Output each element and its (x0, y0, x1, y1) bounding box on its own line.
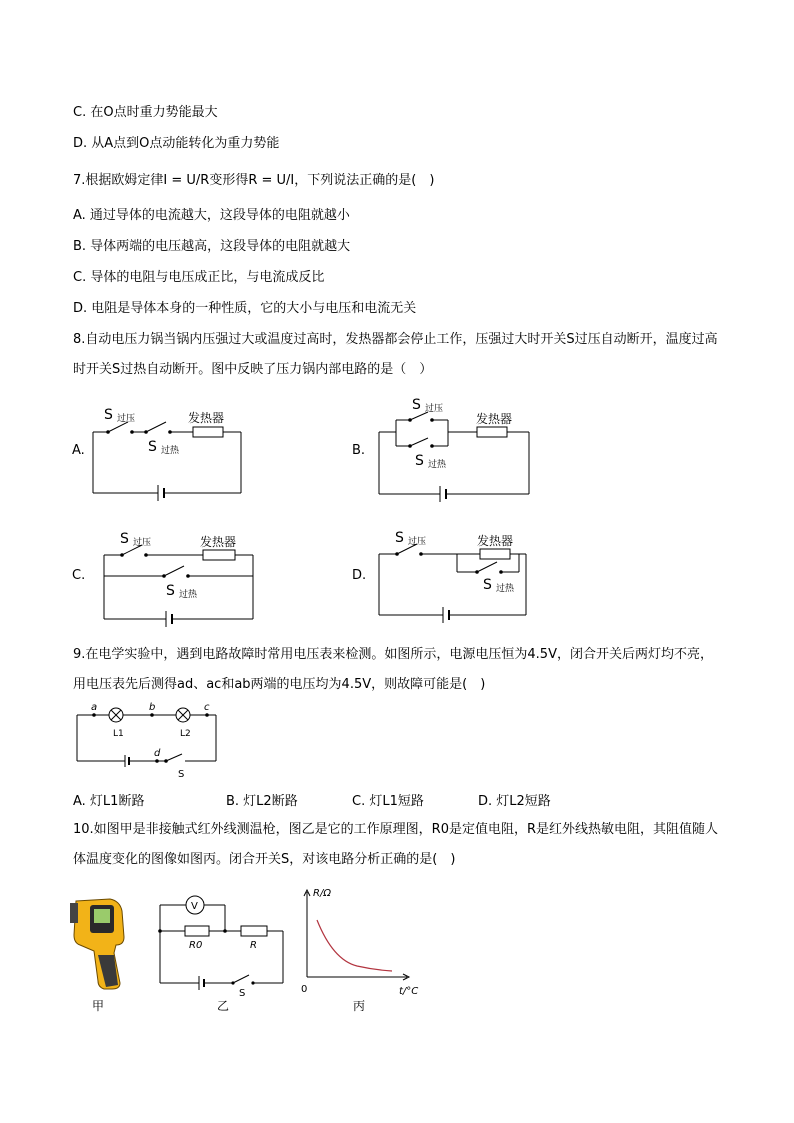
q9-stem: 9.在电学实验中，遇到电路故障时常用电压表来检测。如图所示，电源电压恒为4.5V，闭合开关后两灯均不亮，用电压表先后测得ad、ac和ab两端的电压均为4.5V，则故障可能是( ) (73, 647, 713, 692)
q8a-s2: S (148, 439, 157, 455)
svg-text:0: 0 (301, 984, 308, 995)
svg-text:L1: L1 (113, 729, 124, 739)
svg-text:S: S (412, 397, 421, 413)
svg-text:d: d (154, 748, 161, 759)
svg-text:过热: 过热 (161, 446, 180, 456)
svg-text:S: S (120, 531, 129, 547)
fig-label-yi: 乙 (217, 999, 230, 1013)
q8-circuit-b (372, 393, 537, 503)
q6-option-c: C. 在O点时重力势能最大 (73, 105, 218, 120)
q7-option-d: D. 电阻是导体本身的一种性质，它的大小与电压和电流无关 (73, 301, 417, 316)
q8-circuit-a (88, 400, 248, 500)
q9-circuit (70, 703, 230, 783)
svg-text:a: a (91, 702, 98, 713)
svg-text:t/°C: t/°C (399, 986, 419, 997)
svg-text:S: S (483, 577, 492, 593)
svg-text:R: R (250, 940, 257, 951)
svg-text:过压: 过压 (133, 538, 152, 548)
svg-text:L2: L2 (180, 729, 191, 739)
svg-text:S: S (415, 453, 424, 469)
q9-option-a: A. 灯L1断路 (73, 794, 145, 809)
q7-stem: 7.根据欧姆定律I = U/R变形得R = U/I，下列说法正确的是( ) (73, 173, 435, 188)
q9-option-d: D. 灯L2短路 (478, 794, 551, 809)
q7-option-b: B. 导体两端的电压越高，这段导体的电阻就越大 (73, 239, 351, 254)
svg-text:过压: 过压 (117, 414, 136, 424)
svg-text:发热器: 发热器 (200, 535, 237, 549)
q7-option-a: A. 通过导体的电流越大，这段导体的电阻就越小 (73, 208, 350, 223)
svg-text:过热: 过热 (428, 460, 447, 470)
svg-text:发热器: 发热器 (476, 412, 513, 426)
svg-text:S: S (395, 530, 404, 546)
q8-label-b: B. (352, 443, 366, 458)
q8-circuit-c (98, 527, 263, 627)
q8-circuit-d (373, 527, 538, 627)
q8-stem: 8.自动电压力锅当锅内压强过大或温度过高时，发热器都会停止工作，压强过大时开关S过压自动断开，温度过高时开关S过热自动断开。图中反映了压力锅内部电路的是（ ） (73, 332, 718, 377)
q8-label-d: D. (352, 568, 367, 583)
fig-label-bing: 丙 (353, 999, 366, 1013)
svg-text:S: S (166, 583, 175, 599)
q8-label-a: A. (72, 443, 85, 458)
svg-text:过热: 过热 (496, 584, 515, 594)
svg-text:过压: 过压 (408, 537, 427, 547)
q6-option-d: D. 从A点到O点动能转化为重力势能 (73, 136, 280, 151)
svg-text:R0: R0 (189, 940, 203, 951)
q8-label-c: C. (72, 568, 86, 583)
svg-text:R/Ω: R/Ω (313, 888, 331, 899)
svg-text:c: c (204, 702, 210, 713)
svg-text:V: V (191, 901, 198, 912)
q9-option-c: C. 灯L1短路 (352, 794, 424, 809)
q8a-heater: 发热器 (188, 411, 225, 425)
fig-label-jia: 甲 (92, 999, 105, 1013)
q10-circuit-yi (155, 888, 290, 1000)
svg-text:过热: 过热 (179, 590, 198, 600)
q10-graph-bing (295, 882, 425, 997)
q7-option-c: C. 导体的电阻与电压成正比，与电流成反比 (73, 270, 325, 285)
svg-text:发热器: 发热器 (477, 534, 514, 548)
q8a-s1: S (104, 407, 113, 423)
svg-text:b: b (149, 702, 156, 713)
q10-stem: 10.如图甲是非接触式红外线测温枪，图乙是它的工作原理图，R0是定值电阻，R是红外线热敏电阻，其阻值随人体温度变化的图像如图丙。闭合开关S，对该电路分析正确的是( ) (73, 822, 719, 867)
thermometer-gun-image (70, 895, 130, 995)
svg-text:过压: 过压 (425, 404, 444, 414)
q9-option-b: B. 灯L2断路 (226, 794, 298, 809)
svg-text:S: S (239, 988, 246, 999)
svg-text:S: S (178, 769, 185, 780)
